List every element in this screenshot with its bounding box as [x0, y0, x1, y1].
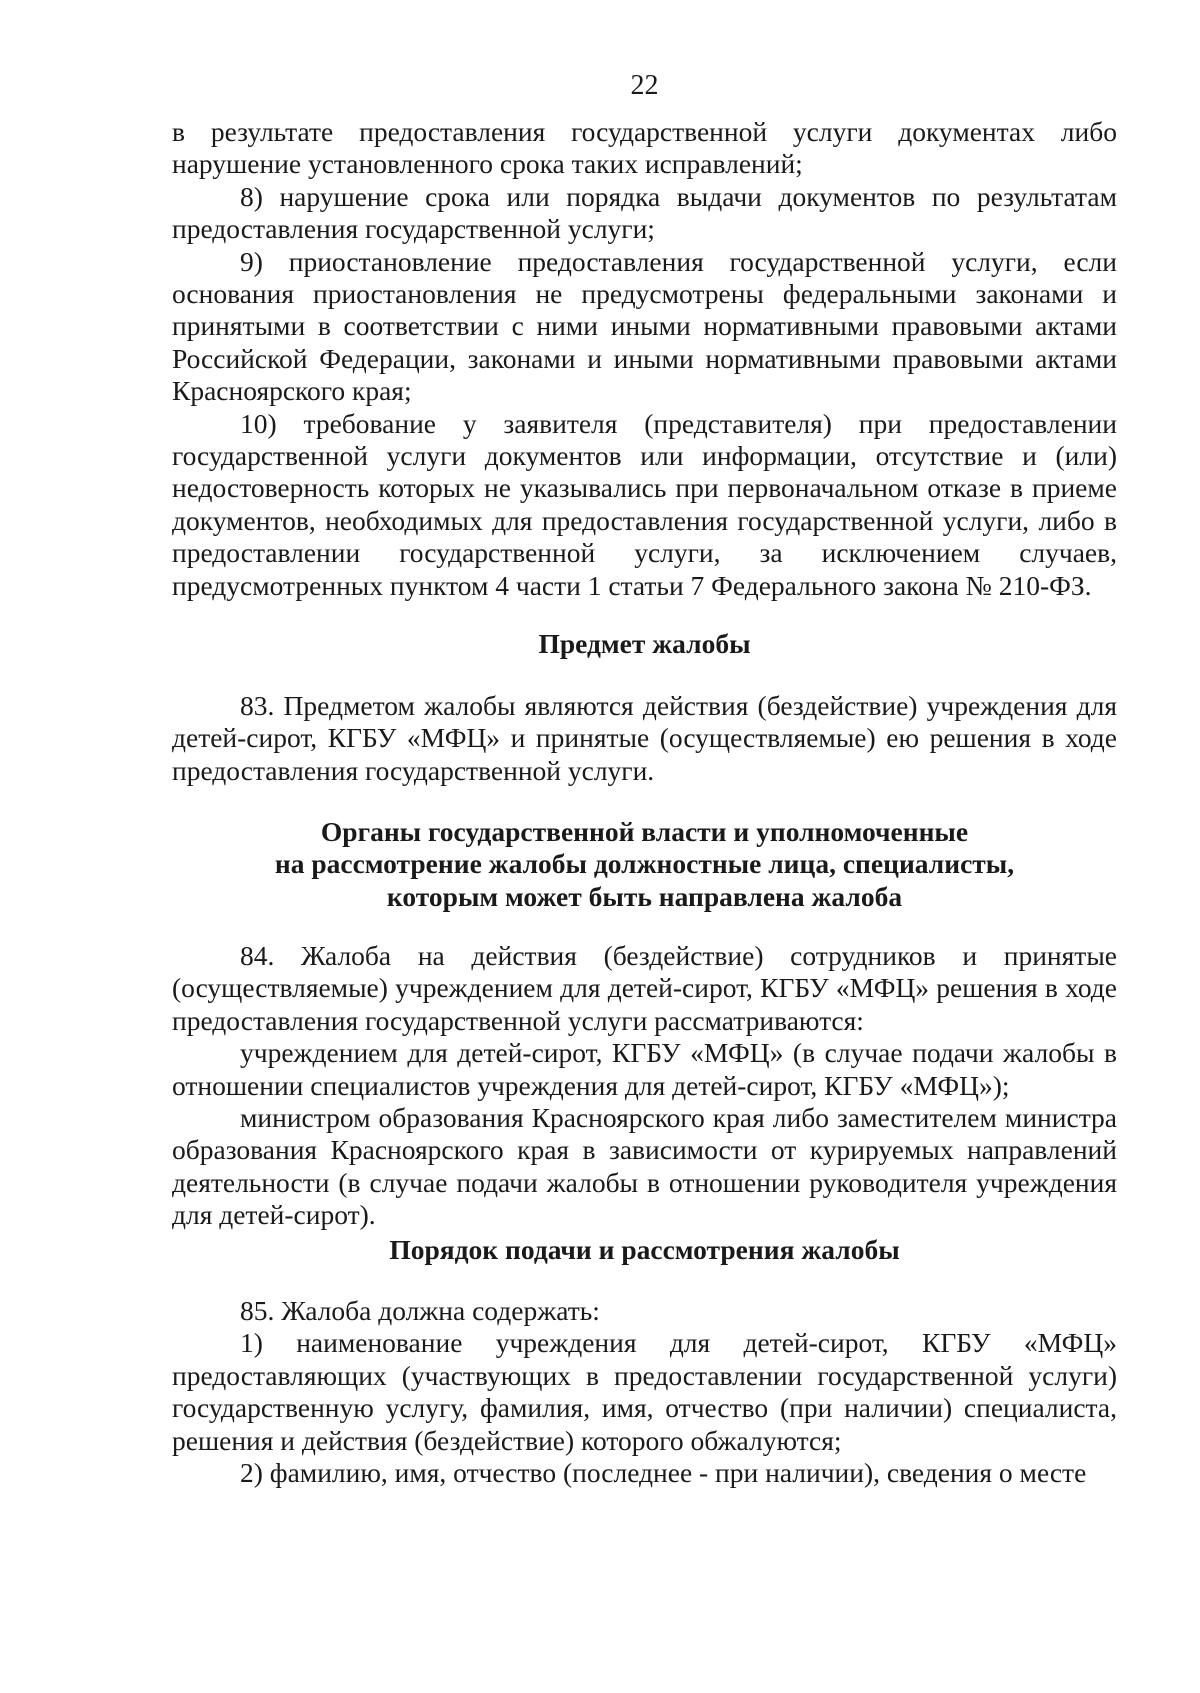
- heading-subject-of-complaint: Предмет жалобы: [538, 628, 751, 659]
- section-heading-procedure: [172, 1234, 1117, 1266]
- section-procedure-block: [172, 1295, 1117, 1489]
- heading-authorities-line-2: на рассмотрение жалобы должностные лица, специалисты,: [274, 848, 1015, 880]
- paragraph-item-84-sub-2: министром образования Красноярского края либо заместителем министра образования Красноярского края в зависимости от курируемых направлений деятельности (в случае подачи жалобы в отношении руководителя учреждения для детей-сирот).: [172, 1102, 1117, 1231]
- heading-authorities-line-1: Органы государственной власти и уполномоченные: [320, 816, 969, 847]
- paragraph-item-8: 8) нарушение срока или порядка выдачи документов по результатам предоставления государственной услуги;: [172, 180, 1117, 245]
- list-continuation-block: [172, 116, 1117, 602]
- heading-filing-procedure: Порядок подачи и рассмотрения жалобы: [389, 1234, 900, 1265]
- section-heading-authorities: [172, 816, 1117, 913]
- section-subject-block: [172, 690, 1117, 787]
- paragraph-item-85-sub-1: 1) наименование учреждения для детей-сирот, КГБУ «МФЦ» предоставляющих (участвующих в предоставлении государственной услуги) государственную услугу, фамилия, имя, отчество (при наличии) специалиста, решения и действия (бездействие) которого обжалуются;: [172, 1327, 1117, 1456]
- section-heading-subject: [172, 628, 1117, 660]
- section-authorities-block: [172, 940, 1117, 1232]
- paragraph-item-85: 85. Жалоба должна содержать:: [240, 1295, 600, 1326]
- page-number: 22: [630, 70, 659, 101]
- paragraph-item-83: 83. Предметом жалобы являются действия (бездействие) учреждения для детей-сирот, КГБУ «МФЦ» и принятые (осуществляемые) ею решения в ходе предоставления государственной услуги.: [172, 690, 1117, 786]
- paragraph-item-84: 84. Жалоба на действия (бездействие) сотрудников и принятые (осуществляемые) учреждением для детей-сирот, КГБУ «МФЦ» решения в ходе предоставления государственной услуги рассматриваются:: [172, 940, 1117, 1036]
- paragraph-item-85-sub-2: 2) фамилию, имя, отчество (последнее - при наличии), сведения о месте: [240, 1457, 1087, 1489]
- paragraph-item-9: 9) приостановление предоставления государственной услуги, если основания приостановления не предусмотрены федеральными законами и принятыми в соответствии с ними иными нормативными правовыми актами Российской Федерации, законами и иными нормативными правовыми актами Красноярского края;: [172, 245, 1117, 407]
- paragraph-item-84-sub-1: учреждением для детей-сирот, КГБУ «МФЦ» (в случае подачи жалобы в отношении специалистов учреждения для детей-сирот, КГБУ «МФЦ»);: [172, 1037, 1117, 1101]
- heading-authorities-line-3: которым может быть направлена жалоба: [386, 880, 903, 912]
- paragraph-continuation: в результате предоставления государственной услуги документах либо нарушение установленного срока таких исправлений;: [172, 116, 1117, 180]
- paragraph-item-10: 10) требование у заявителя (представителя) при предоставлении государственной услуги документов или информации, отсутствие и (или) недостоверность которых не указывались при первоначальном отказе в приеме документов, необходимых для предоставления государственной услуги, либо в предоставлении государственной услуги, за исключением случаев, предусмотренных пунктом 4 части 1 статьи 7 Федерального закона № 210-ФЗ.: [172, 407, 1117, 601]
